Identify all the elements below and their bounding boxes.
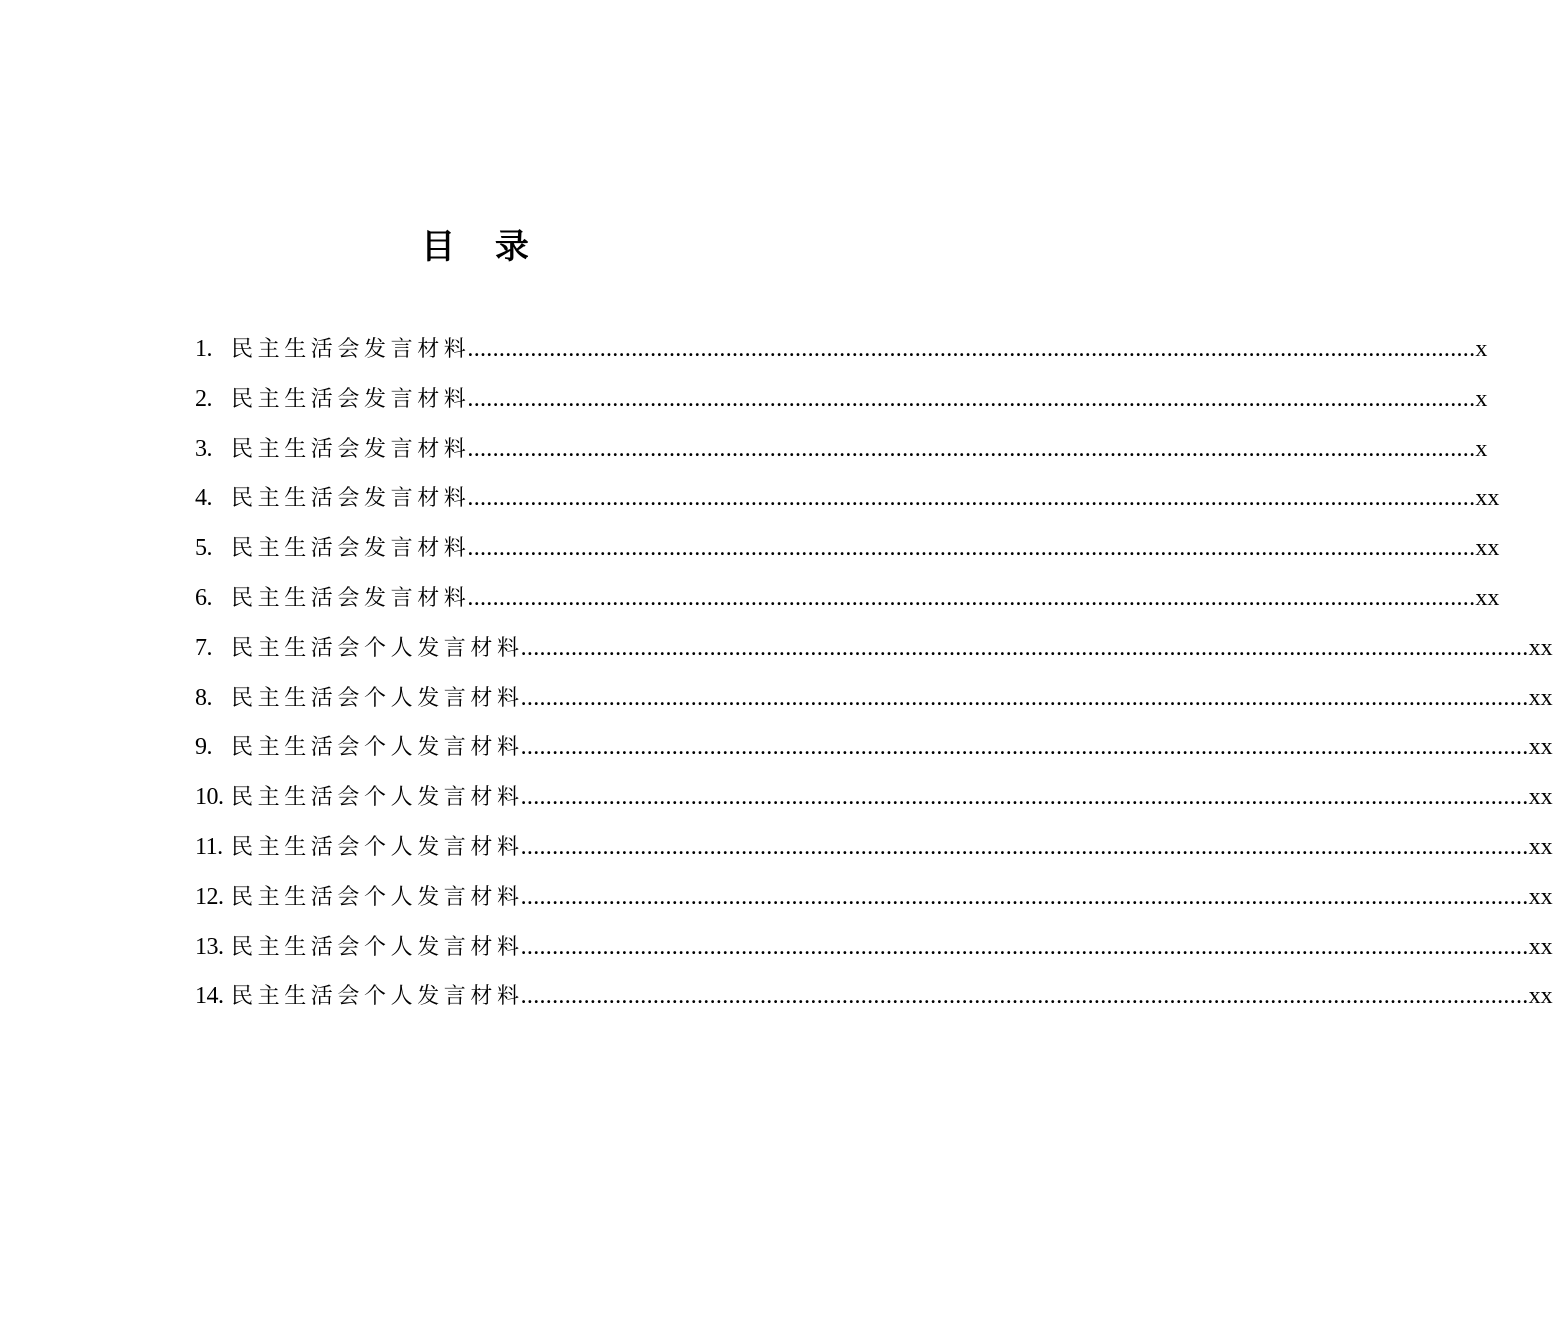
entry-title: 民主生活会个人发言材料 [231, 984, 524, 1010]
toc-entry[interactable] [195, 624, 1553, 674]
entry-number: 9. [195, 734, 212, 761]
entry-page: x [1475, 385, 1488, 412]
toc-entry[interactable] [195, 873, 1553, 923]
dot-leader: ................................................................................................................................................................ [520, 734, 1529, 761]
entry-page: x [1475, 435, 1488, 462]
entry-number: 12. [195, 883, 224, 910]
entry-title: 民主生活会个人发言材料 [231, 635, 524, 661]
toc-entry[interactable] [195, 923, 1553, 973]
toc-entry[interactable] [195, 674, 1553, 724]
entry-number: 6. [195, 584, 212, 611]
entry-number: 8. [195, 684, 212, 711]
toc-entry[interactable] [195, 375, 1488, 425]
entry-number: 14. [195, 983, 224, 1010]
entry-page: xx [1528, 983, 1553, 1010]
dot-leader: ................................................................................................................................................................ [467, 485, 1476, 512]
entry-number: 10. [195, 784, 224, 811]
entry-title: 民主生活会个人发言材料 [231, 884, 524, 910]
entry-page: xx [1528, 833, 1553, 860]
toc-entry[interactable] [195, 823, 1553, 873]
entry-number: 7. [195, 634, 212, 661]
entry-number: 5. [195, 535, 212, 562]
entry-title: 民主生活会个人发言材料 [231, 735, 524, 761]
entry-page: xx [1528, 634, 1553, 661]
entry-page: xx [1528, 784, 1553, 811]
entry-number: 3. [195, 435, 212, 462]
entry-title: 民主生活会发言材料 [231, 486, 471, 512]
dot-leader: ................................................................................................................................................................ [520, 784, 1529, 811]
entry-page: xx [1475, 584, 1500, 611]
entry-number: 13. [195, 933, 224, 960]
page-title: 目 录 [421, 227, 543, 267]
entry-title: 民主生活会个人发言材料 [231, 934, 524, 960]
toc-entry[interactable] [195, 474, 1500, 524]
entry-title: 民主生活会发言材料 [231, 585, 471, 611]
dot-leader: ................................................................................................................................................................ [520, 883, 1529, 910]
entry-title: 民主生活会发言材料 [231, 337, 471, 362]
dot-leader: ................................................................................................................................................................ [520, 983, 1529, 1010]
entry-title: 民主生活会发言材料 [231, 386, 471, 412]
dot-leader: ................................................................................................................................................................ [520, 933, 1529, 960]
table-of-contents [195, 325, 1553, 1022]
toc-entry[interactable] [195, 972, 1553, 1022]
entry-page: xx [1475, 485, 1500, 512]
entry-title: 民主生活会发言材料 [231, 436, 471, 462]
entry-number: 2. [195, 385, 212, 412]
dot-leader: ................................................................................................................................................................ [520, 833, 1529, 860]
entry-page: xx [1528, 684, 1553, 711]
toc-entry[interactable] [195, 574, 1500, 624]
toc-entry[interactable] [195, 773, 1553, 823]
toc-entry[interactable] [195, 425, 1488, 475]
entry-page: xx [1475, 535, 1500, 562]
entry-page: xx [1528, 933, 1553, 960]
entry-number: 1. [195, 336, 212, 362]
entry-page: xx [1528, 883, 1553, 910]
entry-number: 11. [195, 833, 223, 860]
entry-title: 民主生活会发言材料 [231, 536, 471, 562]
dot-leader: ................................................................................................................................................................ [520, 634, 1529, 661]
dot-leader: ................................................................................................................................................................ [520, 684, 1529, 711]
entry-page: xx [1528, 734, 1553, 761]
entry-title: 民主生活会个人发言材料 [231, 834, 524, 860]
toc-entry[interactable] [195, 723, 1553, 773]
dot-leader: ................................................................................................................................................................ [467, 435, 1476, 462]
dot-leader: ................................................................................................................................................................ [467, 584, 1476, 611]
dot-leader: ................................................................................................................................................................ [467, 535, 1476, 562]
dot-leader: ................................................................................................................................................................ [467, 385, 1476, 412]
toc-entry[interactable] [195, 524, 1500, 574]
entry-number: 4. [195, 485, 212, 512]
entry-title: 民主生活会个人发言材料 [231, 785, 524, 811]
entry-title: 民主生活会个人发言材料 [231, 685, 524, 711]
dot-leader: ................................................................................................................................................................ [467, 336, 1476, 362]
entry-page: x [1475, 336, 1488, 362]
toc-entry[interactable] [195, 325, 1488, 375]
